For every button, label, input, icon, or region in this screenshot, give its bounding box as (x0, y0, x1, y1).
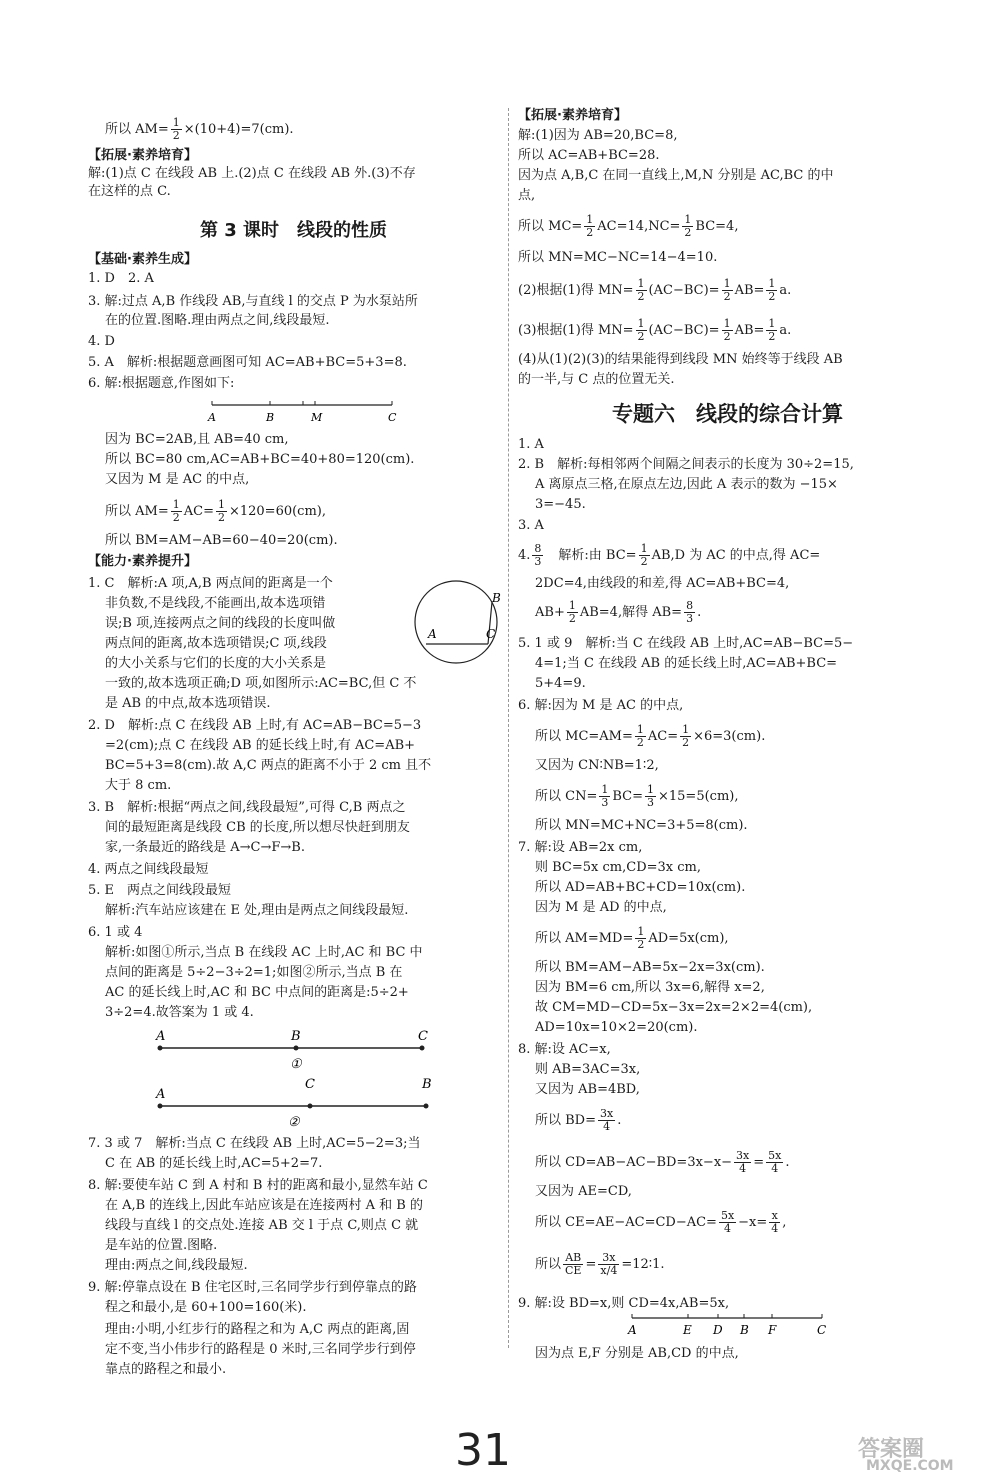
text-line: 因为点 A,B,C 在同一直线上,M,N 分别是 AC,BC 的中 (518, 168, 834, 183)
column-divider (508, 108, 510, 1348)
section-header-ability: 【能力·素养提升】 (88, 554, 197, 569)
text-line: 4. 两点之间线段最短 (88, 862, 209, 877)
text-line: 又因为 CN∶NB=1∶2, (535, 758, 659, 773)
point-label-b: B (422, 1077, 432, 1092)
text-line: 是 AB 的中点,故本选项错误. (105, 696, 271, 711)
text-line: 所以 BD= $\frac{3x}{4}$ . (535, 1107, 622, 1133)
text-line: 2DC=4,由线段的和差,得 AC=AB+BC=4, (535, 576, 790, 591)
text-line: 所以 MN=MC−NC=14−4=10. (518, 250, 718, 265)
text-line: 故 CM=MD−CD=5x−3x=2x=2×2=4(cm), (535, 1000, 813, 1015)
text-line: 所以 AC=AB+BC=28. (518, 148, 660, 163)
text-line: 9. 解:设 BD=x,则 CD=4x,AB=5x, (518, 1296, 730, 1311)
text-line: 一致的,故本选项正确;D 项,如图所示:AC=BC,但 C 不 (105, 676, 417, 691)
text-line: AB+ $\frac{1}{2}$ AB=4,解得 AB= $\frac{8}{3}$ . (535, 599, 702, 625)
text-line: 3÷2=4.故答案为 1 或 4. (105, 1005, 254, 1020)
text-line: 间的最短距离是线段 CB 的长度,所以想尽快赶到朋友 (105, 820, 410, 835)
text-line: 理由:两点之间,线段最短. (105, 1258, 248, 1273)
text-line: 所以 BM=AM−AB=5x−2x=3x(cm). (535, 960, 765, 975)
text-line: 两点间的距离,故本选项错误;C 项,线段 (105, 636, 327, 651)
text-line: 定不变,当小伟步行的路程是 0 米时,三名同学步行到停 (105, 1342, 416, 1357)
text-line: 靠点的路程之和最小. (105, 1362, 227, 1377)
point-label-a: A (428, 627, 437, 641)
text-line: 7. 解:设 AB=2x cm, (518, 840, 643, 855)
text-line: 4=1;当 C 在线段 AB 的延长线上时,AC=AB+BC= (535, 656, 838, 671)
segment-figures-6 (150, 1024, 440, 1134)
text-line: 1. D 2. A (88, 271, 154, 286)
text-line: 解:(1)点 C 在线段 AB 上.(2)点 C 在线段 AB 外.(3)不存 (88, 166, 416, 181)
text-line: 则 BC=5x cm,CD=3x cm, (535, 860, 701, 875)
text-line: 5+4=9. (535, 676, 586, 691)
text-line: 点间的距离是 5÷2−3÷2=1;如图②所示,当点 B 在 (105, 965, 403, 980)
point-label-b: B (266, 411, 275, 424)
text-line: 所以 CE=AE−AC=CD−AC= $\frac{5x}{4}$ −x= $\frac{x}{4}$ , (535, 1209, 787, 1235)
text-line: 1. A (518, 437, 544, 452)
text-line: (3)根据(1)得 MN= $\frac{1}{2}$ (AC−BC)= $\frac{1}{2}$ AB= $\frac{1}{2}$ a. (518, 317, 792, 343)
lesson-title: 第 3 课时 线段的性质 (200, 220, 388, 241)
text-line: 5. 1 或 9 解析:当 C 在线段 AB 上时,AC=AB−BC=5− (518, 636, 854, 651)
point-label-a: A (208, 411, 216, 424)
text-line: 家,一条最近的路线是 A→C→F→B. (105, 840, 305, 855)
point-label-b: B (291, 1029, 301, 1044)
text-line: 所以 AM= $\frac{1}{2}$ ×(10+4)=7(cm). (105, 116, 294, 142)
figure-number-2: ② (288, 1115, 300, 1130)
text-line: 3. B 解析:根据“两点之间,线段最短”,可得 C,B 两点之 (88, 800, 406, 815)
point-label-b: B (492, 591, 501, 605)
point-label-a: A (156, 1029, 166, 1044)
text-line: 3. A (518, 518, 544, 533)
text-line: 所以 AM= $\frac{1}{2}$ AC= $\frac{1}{2}$ ×120=60(cm), (105, 498, 326, 524)
text-line: 5. E 两点之间线段最短 (88, 883, 232, 898)
text-line: 点, (518, 188, 536, 203)
point-label-c: C (418, 1029, 428, 1044)
text-line: 3. 解:过点 A,B 作线段 AB,与直线 l 的交点 P 为水泵站所 (88, 294, 418, 309)
text-line: 4. $\frac{8}{3}$ 解析:由 BC= $\frac{1}{2}$ AB,D 为 AC 的中点,得 AC= (518, 542, 821, 568)
text-line: 误;B 项,连接两点之间的线段的长度叫做 (105, 616, 336, 631)
text-line: 在这样的点 C. (88, 184, 171, 199)
text-line: 6. 解:因为 M 是 AC 的中点, (518, 698, 684, 713)
section-header-basic: 【基础·素养生成】 (88, 252, 197, 267)
watermark-url: MXQE.COM (866, 1458, 954, 1474)
text-line: BC=5+3=8(cm).故 A,C 两点的距离不小于 2 cm 且不 (105, 758, 432, 773)
text-line: (2)根据(1)得 MN= $\frac{1}{2}$ (AC−BC)= $\frac{1}{2}$ AB= $\frac{1}{2}$ a. (518, 277, 792, 303)
point-label-c: C (305, 1077, 315, 1092)
text-line: 所以 AM=MD= $\frac{1}{2}$ AD=5x(cm), (535, 925, 729, 951)
point-label-c: C (388, 411, 397, 424)
text-line: 所以 MN=MC+NC=3+5=8(cm). (535, 818, 748, 833)
topic-title: 专题六 线段的综合计算 (612, 402, 843, 426)
text-line: =2(cm);点 C 在线段 AB 的延长线上时,有 AC=AB+ (105, 738, 416, 753)
text-line: 所以 CD=AB−AC−BD=3x−x− $\frac{3x}{4}$ = $\frac{5x}{4}$ . (535, 1149, 790, 1175)
text-line: 因为 BC=2AB,且 AB=40 cm, (105, 432, 289, 447)
section-header-extension: 【拓展·素养培育】 (518, 108, 627, 123)
figure-number-1: ① (290, 1057, 302, 1072)
text-line: 6. 1 或 4 (88, 925, 143, 940)
point-label-d: D (713, 1323, 723, 1337)
segment-figure-9 (622, 1310, 832, 1340)
watermark-logo: 答案圈 (858, 1437, 925, 1462)
point-label-c: C (486, 627, 496, 641)
section-header-extension: 【拓展·素养培育】 (88, 148, 197, 163)
text-line: 所以 $\frac{AB}{CE}$ = $\frac{3x}{x/4}$ =12∶1. (535, 1251, 665, 1277)
text-line: 8. 解:要使车站 C 到 A 村和 B 村的距离和最小,显然车站 C (88, 1178, 428, 1193)
text-line: 解析:如图①所示,当点 B 在线段 AC 上时,AC 和 BC 中 (105, 945, 423, 960)
text-line: 非负数,不是线段,不能画出,故本选项错 (105, 596, 326, 611)
point-label-e: E (683, 1323, 692, 1337)
text-line: 所以 AD=AB+BC+CD=10x(cm). (535, 880, 746, 895)
text-line: 线段与直线 l 的交点处.连接 AB 交 l 于点 C,则点 C 就 (105, 1218, 419, 1233)
text-line: 又因为 AE=CD, (535, 1184, 632, 1199)
text-line: 则 AB=3AC=3x, (535, 1062, 641, 1077)
text-line: 的大小关系与它们的长度的大小关系是 (105, 656, 327, 671)
text-line: 因为 BM=6 cm,所以 3x=6,解得 x=2, (535, 980, 765, 995)
text-line: 4. D (88, 334, 115, 349)
point-label-a: A (156, 1087, 166, 1102)
point-label-b: B (740, 1323, 749, 1337)
point-label-c: C (817, 1323, 827, 1337)
text-line: 所以 BM=AM−AB=60−40=20(cm). (105, 533, 338, 548)
text-line: 的一半,与 C 点的位置无关. (518, 372, 675, 387)
text-line: 所以 CN= $\frac{1}{3}$ BC= $\frac{1}{3}$ ×15=5(cm), (535, 783, 739, 809)
circle-figure (412, 576, 504, 672)
text-line: 又因为 M 是 AC 的中点, (105, 472, 250, 487)
text-line: 2. B 解析:每相邻两个间隔之间表示的长度为 30÷2=15, (518, 457, 854, 472)
point-label-f: F (768, 1323, 777, 1337)
text-line: 所以 MC= $\frac{1}{2}$ AC=14,NC= $\frac{1}{2}$ BC=4, (518, 213, 739, 239)
text-line: AD=10x=10×2=20(cm). (535, 1020, 698, 1035)
segment-figure-6 (200, 395, 400, 427)
text-line: 3=−45. (535, 497, 586, 512)
text-line: AC 的延长线上时,AC 和 BC 中点间的距离是:5÷2+ (105, 985, 409, 1000)
page-number: 31 (455, 1425, 511, 1476)
point-label-m: M (311, 411, 323, 424)
text-line: 5. A 解析:根据题意画图可知 AC=AB+BC=5+3=8. (88, 355, 407, 370)
text-line: 所以 MC=AM= $\frac{1}{2}$ AC= $\frac{1}{2}$ ×6=3(cm). (535, 723, 766, 749)
text-line: 在的位置.图略.理由两点之间,线段最短. (105, 313, 330, 328)
text-line: 9. 解:停靠点设在 B 住宅区时,三名同学步行到停靠点的路 (88, 1280, 417, 1295)
text-line: C 在 AB 的延长线上时,AC=5+2=7. (105, 1156, 323, 1171)
text-line: 解析:汽车站应该建在 E 处,理由是两点之间线段最短. (105, 903, 409, 918)
text-line: 是车站的位置.图略. (105, 1238, 218, 1253)
text-line: 所以 BC=80 cm,AC=AB+BC=40+80=120(cm). (105, 452, 415, 467)
point-label-a: A (628, 1323, 637, 1337)
text-line: 大于 8 cm. (105, 778, 172, 793)
text-line: 7. 3 或 7 解析:当点 C 在线段 AB 上时,AC=5−2=3;当 (88, 1136, 421, 1151)
text-line: 在 A,B 的连线上,因此车站应该是在连接两村 A 和 B 的 (105, 1198, 423, 1213)
text-line: 又因为 AB=4BD, (535, 1082, 640, 1097)
text-line: (4)从(1)(2)(3)的结果能得到线段 MN 始终等于线段 AB (518, 352, 843, 367)
text-line: 8. 解:设 AC=x, (518, 1042, 611, 1057)
text-line: 程之和最小,是 60+100=160(米). (105, 1300, 307, 1315)
text-line: 6. 解:根据题意,作图如下: (88, 376, 235, 391)
text-line: 解:(1)因为 AB=20,BC=8, (518, 128, 678, 143)
text-line: 理由:小明,小红步行的路程之和为 A,C 两点的距离,固 (105, 1322, 410, 1337)
text-line: A 离原点三格,在原点左边,因此 A 表示的数为 −15× (535, 477, 838, 492)
text-line: 因为 M 是 AD 的中点, (535, 900, 667, 915)
text-line: 1. C 解析:A 项,A,B 两点间的距离是一个 (88, 576, 333, 591)
text-line: 因为点 E,F 分别是 AB,CD 的中点, (535, 1346, 739, 1361)
text-line: 2. D 解析:点 C 在线段 AB 上时,有 AC=AB−BC=5−3 (88, 718, 422, 733)
